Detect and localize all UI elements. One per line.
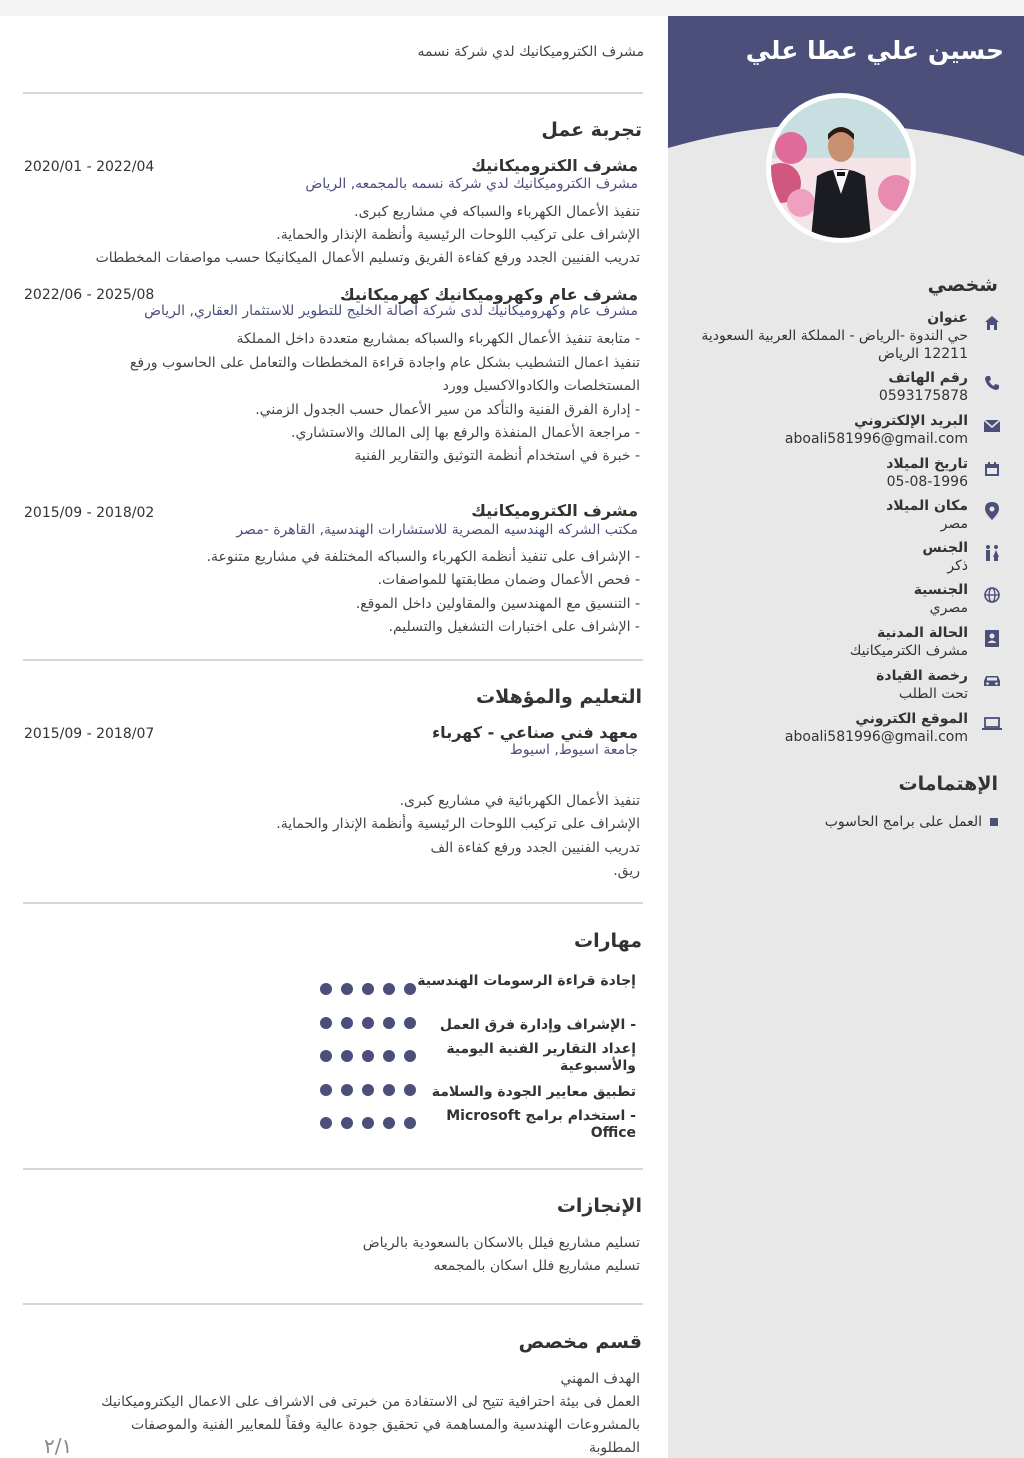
birth-place-label: مكان الميلاد: [886, 498, 968, 514]
job-3-company: مكتب الشركه الهندسيه المصرية للاستشارات الهندسية, القاهرة -مصر: [236, 522, 638, 538]
email-icon: [980, 416, 1004, 436]
skill-dot: [341, 1084, 353, 1096]
personal-birth-date: [684, 456, 1004, 491]
skill-dot: [341, 983, 353, 995]
job-2-date: 2022/06 - 2025/08: [24, 287, 155, 303]
page-number: ٢/١: [44, 1434, 73, 1458]
personal-section-title: شخصي: [927, 274, 998, 296]
job-2-line: - خبرة في استخدام أنظمة التوثيق والتقارير الفنية: [354, 448, 640, 464]
interest-label: العمل على برامج الحاسوب: [824, 814, 982, 830]
personal-email: [684, 413, 1004, 448]
skill-dot: [404, 983, 416, 995]
skill-dot: [362, 1050, 374, 1062]
divider: [23, 902, 643, 904]
personal-nationality: [684, 582, 1004, 617]
skill-name: إجادة قراءة الرسومات الهندسية: [417, 973, 636, 989]
personal-driving-license: [684, 668, 1004, 703]
job-2-title: مشرف عام وكهروميكانيك كهرميكانيك: [339, 285, 638, 304]
job-2-line: تنفيذ اعمال التشطيب بشكل عام واجادة قراءة المخططات والتعامل على الحاسوب ورفع: [129, 355, 640, 371]
website-value[interactable]: aboali581996@gmail.com: [784, 729, 968, 745]
profile-photo: [766, 93, 916, 243]
experience-section-title: تجربة عمل: [541, 119, 642, 141]
email-value[interactable]: aboali581996@gmail.com: [784, 431, 968, 447]
skill-dot: [320, 1084, 332, 1096]
personal-phone: [684, 370, 1004, 405]
job-1-line: تدريب الفنيين الجدد ورفع كفاءة الفريق وتسليم الأعمال الميكانيكا حسب مواصفات المخططات: [95, 250, 640, 266]
birth-place-value: مصر: [940, 516, 968, 532]
education-line: تدريب الفنيين الجدد ورفع كفاءة الف: [430, 840, 640, 856]
address-value-line2: 12211 الرياض: [878, 346, 968, 362]
personal-marital-status: [684, 625, 1004, 660]
job-2-line: - مراجعة الأعمال المنفذة والرفع بها إلى المالك والاستشاري.: [291, 425, 640, 441]
job-1-line: تنفيذ الأعمال الكهرباء والسباكه في مشاريع كبرى.: [354, 204, 640, 220]
skill-dot: [383, 1084, 395, 1096]
skill-dot: [383, 1050, 395, 1062]
skill-dot: [383, 983, 395, 995]
marital-status-value: مشرف الكترميكانيك: [849, 643, 968, 659]
location-pin-icon: [980, 501, 1004, 521]
home-icon: [980, 313, 1004, 333]
divider: [23, 92, 643, 94]
job-3-title: مشرف الكتروميكانيك: [471, 501, 638, 520]
skill-dot: [404, 1084, 416, 1096]
custom-line: المطلوبة: [588, 1440, 640, 1456]
job-1-title: مشرف الكتروميكانيك: [471, 156, 638, 175]
skill-level-dots: [320, 1050, 416, 1062]
custom-line: العمل فى بيئة احترافية تتيح لى الاستفادة من خبرتى فى الاشراف على الاعمال اليكتروميكانيك: [101, 1394, 640, 1410]
sidebar: [668, 16, 1024, 1458]
website-label: الموقع الكتروني: [855, 711, 968, 727]
interests-section-title: الإهتمامات: [898, 773, 998, 795]
skill-dot: [383, 1117, 395, 1129]
skill-dot: [320, 1117, 332, 1129]
driving-license-value: تحت الطلب: [898, 686, 968, 702]
personal-address: [684, 310, 1004, 363]
skill-dot: [320, 983, 332, 995]
skill-dot: [320, 1050, 332, 1062]
email-label: البريد الإلكتروني: [854, 413, 968, 429]
job-3-line: - الإشراف على اختبارات التشغيل والتسليم.: [388, 619, 640, 635]
gender-value: ذكر: [947, 558, 968, 574]
nationality-label: الجنسية: [913, 582, 968, 598]
custom-heading: الهدف المهني: [560, 1371, 640, 1387]
achievement-line: تسليم مشاريع فيلل بالاسكان بالسعودية بالرياض: [362, 1235, 640, 1251]
bullet-square-icon: [990, 818, 998, 826]
education-line: ريق.: [613, 863, 640, 879]
calendar-icon: [980, 459, 1004, 479]
skill-level-dots: [320, 1084, 416, 1096]
phone-icon: [980, 373, 1004, 393]
skill-dot: [320, 1017, 332, 1029]
job-1-company: مشرف الكتروميكانيك لدي شركة نسمه بالمجمعه, الرياض: [305, 176, 638, 192]
phone-value: 0593175878: [878, 388, 968, 404]
job-1-date: 2020/01 - 2022/04: [24, 159, 155, 175]
education-section-title: التعليم والمؤهلات: [476, 686, 642, 708]
candidate-name: حسين علي عطا علي: [745, 36, 1004, 65]
job-2-company: مشرف عام وكهروميكانيك لدى شركة أصالة الخليج للتطوير للاستثمار العقاري, الرياض: [144, 303, 638, 319]
skill-name: - استخدام برامج Microsoft Office: [446, 1108, 636, 1141]
divider: [23, 1168, 643, 1170]
skills-section-title: مهارات: [574, 930, 642, 952]
birth-date-value: 05-08-1996: [886, 474, 968, 490]
skill-dot: [362, 1084, 374, 1096]
divider: [23, 659, 643, 661]
job-2-line: - متابعة تنفيذ الأعمال الكهرباء والسباكه بمشاريع متعددة داخل المملكة: [236, 331, 640, 347]
education-degree: معهد فني صناعي - كهرباء: [432, 723, 638, 742]
id-card-icon: [980, 628, 1004, 648]
skill-dot: [404, 1017, 416, 1029]
skill-dot: [404, 1117, 416, 1129]
car-icon: [980, 671, 1004, 691]
education-line: تنفيذ الأعمال الكهربائية في مشاريع كبرى.: [399, 793, 640, 809]
achievement-line: تسليم مشاريع فلل اسكان بالمجمعه: [433, 1258, 640, 1274]
skill-dot: [341, 1017, 353, 1029]
skill-dot: [362, 983, 374, 995]
job-3-line: - فحص الأعمال وضمان مطابقتها للمواصفات.: [377, 572, 640, 588]
globe-icon: [980, 585, 1004, 605]
address-label: عنوان: [927, 310, 968, 326]
personal-gender: [684, 540, 1004, 575]
custom-line: بالمشروعات الهندسية والمساهمة في تحقيق جودة عالية وفقاً للمعايير الفنية والموصفات: [130, 1417, 640, 1433]
education-line: الإشراف على تركيب اللوحات الرئيسية وأنظمة الإنذار والحماية.: [276, 816, 640, 832]
education-date: 2015/09 - 2018/07: [24, 726, 155, 742]
education-school: جامعة اسيوط, اسيوط: [509, 742, 638, 758]
achievements-section-title: الإنجازات: [556, 1195, 642, 1217]
driving-license-label: رخصة القيادة: [876, 668, 968, 684]
gender-icon: [980, 543, 1004, 563]
skill-dot: [341, 1050, 353, 1062]
personal-birth-place: [684, 498, 1004, 533]
skill-dot: [404, 1050, 416, 1062]
address-value: حي الندوة -الرياض - المملكة العربية السعودية: [701, 328, 968, 344]
custom-section-title: قسم مخصص: [518, 1331, 642, 1353]
top-strip: [0, 0, 1024, 16]
job-3-line: - التنسيق مع المهندسين والمقاولين داخل الموقع.: [355, 596, 640, 612]
job-3-date: 2015/09 - 2018/02: [24, 505, 155, 521]
nationality-value: مصري: [929, 600, 968, 616]
skill-level-dots: [320, 1117, 416, 1129]
divider: [23, 1303, 643, 1305]
job-1-line: الإشراف على تركيب اللوحات الرئيسية وأنظمة الإنذار والحماية.: [276, 227, 640, 243]
skill-dot: [383, 1017, 395, 1029]
job-2-line: - إدارة الفرق الفنية والتأكد من سير الأعمال حسب الجدول الزمني.: [255, 402, 640, 418]
personal-website: [684, 711, 1004, 746]
gender-label: الجنس: [922, 540, 968, 556]
skill-level-dots: [320, 983, 416, 995]
laptop-icon: [980, 714, 1004, 734]
job-3-line: - الإشراف على تنفيذ أنظمة الكهرباء والسباكه المختلفة في مشاريع متنوعة.: [206, 549, 640, 565]
skill-dot: [341, 1117, 353, 1129]
skill-name: تطبيق معايير الجودة والسلامة: [431, 1084, 636, 1100]
job-2-line: المستخلصات والكادوالاكسيل وورد: [442, 378, 640, 394]
main-content: [0, 16, 668, 1458]
skill-name: إعداد التقارير الفنية اليومية والأسبوعية: [446, 1041, 636, 1074]
birth-date-label: تاريخ الميلاد: [886, 456, 968, 472]
interest-item: [825, 814, 998, 830]
marital-status-label: الحالة المدنية: [876, 625, 968, 641]
skill-dot: [362, 1117, 374, 1129]
skill-dot: [362, 1017, 374, 1029]
skill-name: - الإشراف وإدارة فرق العمل: [439, 1017, 636, 1033]
phone-label: رقم الهاتف: [888, 370, 968, 386]
skill-level-dots: [320, 1017, 416, 1029]
headline-subtitle: مشرف الكتروميكانيك لدي شركة نسمه: [417, 44, 644, 60]
